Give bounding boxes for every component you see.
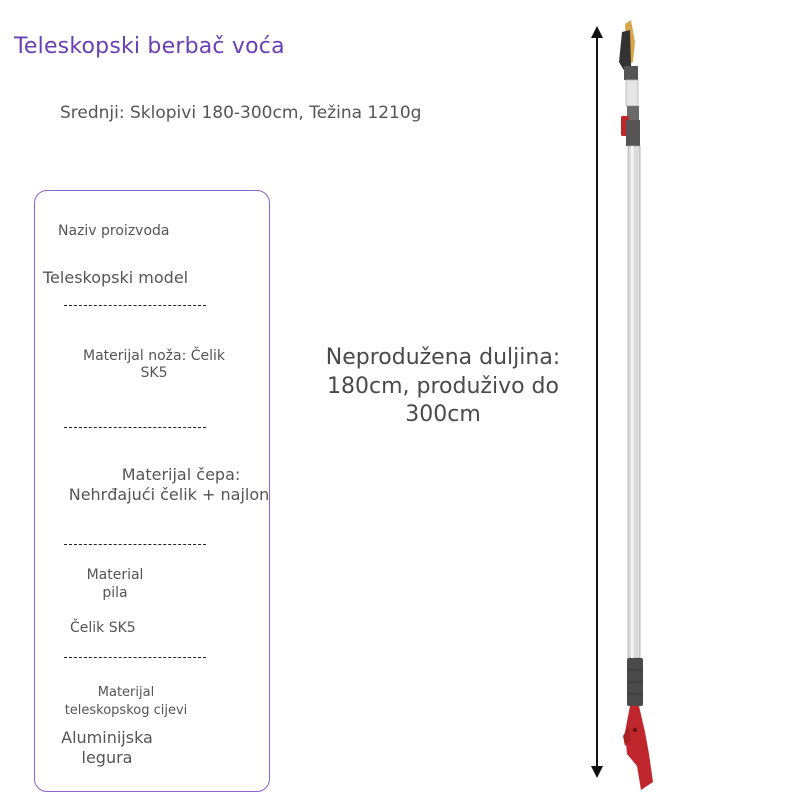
tube-material-label: Materijal teleskopskog cijevi — [64, 685, 188, 718]
divider-3 — [64, 544, 206, 545]
product-name-label: Naziv proizvoda — [58, 223, 170, 239]
divider-1 — [64, 305, 206, 306]
tool-illustration — [575, 10, 675, 800]
fruit-picker-icon — [619, 20, 653, 790]
page-subtitle: Srednji: Sklopivi 180-300cm, Težina 1210g — [60, 103, 422, 123]
product-name-value: Teleskopski model — [43, 268, 189, 287]
saw-material-label: Material pila — [86, 567, 144, 602]
tube-material-value: Aluminijska legura — [61, 728, 153, 767]
page-title: Teleskopski berbač voća — [14, 34, 285, 59]
pin-material-label: Materijal čepa: — [121, 465, 241, 484]
blade-material: Materijal noža: Čelik SK5 — [82, 348, 226, 381]
divider-2 — [64, 427, 206, 428]
dimension-arrow-icon — [591, 26, 603, 778]
dimension-note: Neprodužena duljina: 180cm, produživo do 300cm — [325, 345, 561, 428]
pin-material-value: Nehrđajući čelik + najlon — [68, 485, 270, 504]
divider-4 — [64, 657, 206, 658]
saw-material-value: Čelik SK5 — [70, 620, 136, 636]
